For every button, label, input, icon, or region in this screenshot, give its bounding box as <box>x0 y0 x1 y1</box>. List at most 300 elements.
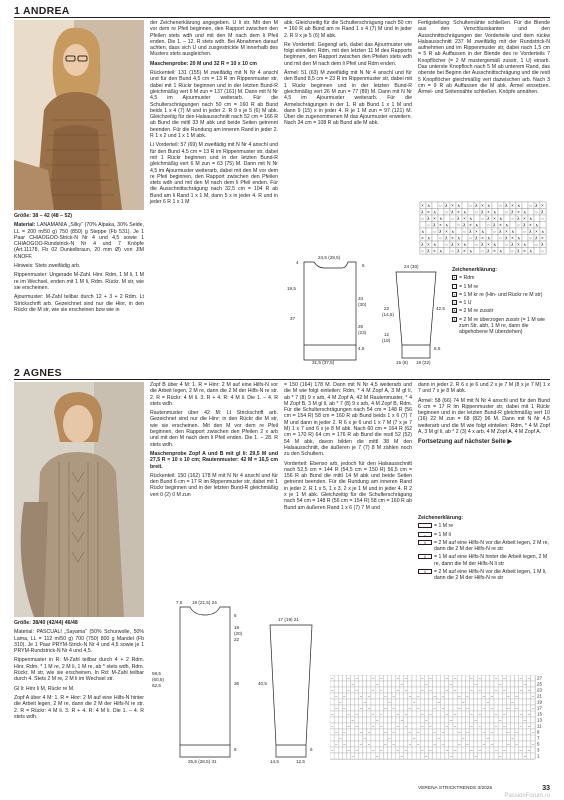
chart-cell <box>396 741 400 747</box>
chart-symbol: – <box>523 753 526 759</box>
chart-symbol: – <box>380 723 383 729</box>
chart-cell <box>504 215 510 222</box>
agnes-legend-item <box>418 523 550 529</box>
chart-cell <box>494 729 498 735</box>
chart-symbol: – <box>413 735 416 741</box>
chart-cell <box>474 735 478 741</box>
chart-symbol: – <box>486 735 490 741</box>
chart-symbol: – <box>367 729 371 735</box>
andrea-legend-item <box>452 275 550 281</box>
chart-cell <box>428 753 432 759</box>
chart-cell <box>486 228 492 235</box>
chart-symbol: × <box>433 216 436 221</box>
chart-symbol: ○ <box>469 203 472 208</box>
chart-cell <box>456 228 462 235</box>
chart-symbol: – <box>331 687 334 693</box>
chart-symbol: × <box>463 216 466 221</box>
svg-text:58,5: 58,5 <box>152 671 161 676</box>
chart-cell <box>424 735 428 741</box>
andrea-legend-symbol: ∧ <box>453 308 456 314</box>
chart-cell <box>416 687 420 693</box>
chart-symbol: ○ <box>541 216 544 221</box>
agnes-continue-note: Fortsetzung auf nächster Seite ▶ <box>418 439 512 446</box>
chart-row-number: 5 <box>537 741 540 747</box>
chart-symbol: – <box>376 681 379 687</box>
chart-row-number: 23 <box>537 687 542 693</box>
chart-cell <box>428 717 432 723</box>
chart-cell <box>346 741 350 747</box>
chart-cell <box>461 717 465 723</box>
agnes-legend-symbol: // <box>418 540 432 545</box>
chart-cell <box>400 699 404 705</box>
chart-cell <box>437 681 441 687</box>
chart-symbol: × <box>475 229 478 234</box>
chart-cell <box>371 717 375 723</box>
chart-cell <box>351 747 355 753</box>
andrea-fertigstellung: Fertigstellung: Schulternähte schließen. Für die Blende aus den Verschlusskanten und den Ausschnittschrägungen der Vorderteile und dem rückw Halsausschnitt 237 M zweifädig mit der Rundstrick-N aufnehmen und im Rippenmuster str, dabei nach 1,5 cm = 5 R ab Auffassen in der Blende des re Vorderteils 7 Knopflöcher (= 2 M mustergemäß zusstr, 1 U) einarb. Das unterste Knopfloch nach 5 M ab unterem Rand, das oberste bei Beginn der Ausschnittschrägung und die restl 5 Knopflöcher gleichmäßig vert dazwischen arb. Nach 3 cm = 9 R ab Auffassen die M abk. Ärmel einsetzen. Ärmel- und Seitennähte schließen. Knöpfe annähen. <box>418 20 550 96</box>
chart-cell <box>441 687 445 693</box>
chart-cell <box>359 717 363 723</box>
svg-text:36: 36 <box>234 681 240 686</box>
chart-cell <box>424 705 428 711</box>
chart-cell <box>396 693 400 699</box>
chart-cell <box>516 228 522 235</box>
chart-cell <box>424 711 428 717</box>
chart-symbol: × <box>541 235 544 241</box>
svg-text:24 (30): 24 (30) <box>404 264 419 269</box>
chart-cell <box>428 729 432 735</box>
chart-cell <box>469 699 473 705</box>
chart-symbol: – <box>503 711 506 717</box>
chart-row-number: 3 <box>537 747 540 753</box>
chart-cell <box>412 681 416 687</box>
chart-cell <box>465 735 469 741</box>
agnes-legend-item <box>418 532 550 538</box>
andrea-legend-text: = 1 M re <box>459 283 479 290</box>
chart-cell <box>432 202 438 209</box>
chart-cell <box>474 248 480 255</box>
svg-text:6: 6 <box>234 747 237 752</box>
chart-cell <box>510 747 514 753</box>
chart-symbol: – <box>429 723 432 729</box>
chart-cell <box>408 699 412 705</box>
chart-symbol: – <box>363 735 367 741</box>
chart-cell <box>492 202 498 209</box>
chart-symbol: – <box>515 705 518 711</box>
chart-symbol: – <box>490 705 494 711</box>
chart-symbol: – <box>437 699 440 705</box>
chart-cell <box>519 753 523 759</box>
chart-symbol: – <box>466 741 469 747</box>
andrea-size: Größe: 38 – 42 (48 – 52) <box>14 213 72 219</box>
chart-cell <box>351 723 355 729</box>
chart-cell <box>449 729 453 735</box>
chart-symbol: – <box>527 723 531 729</box>
chart-symbol: × <box>451 203 454 208</box>
chart-cell <box>453 717 457 723</box>
chart-symbol: – <box>335 729 338 735</box>
agnes-photo <box>14 382 144 617</box>
chart-cell <box>453 753 457 759</box>
svg-text:12: 12 <box>384 332 390 337</box>
chart-cell <box>408 681 412 687</box>
chart-cell <box>342 699 346 705</box>
chart-cell <box>478 741 482 747</box>
chart-symbol: λ <box>505 235 508 241</box>
chart-symbol: × <box>427 242 430 247</box>
chart-symbol: ∧ <box>493 242 497 247</box>
chart-symbol: – <box>449 681 453 687</box>
chart-symbol: λ <box>541 242 544 247</box>
chart-cell <box>465 753 469 759</box>
chart-symbol: – <box>470 723 473 729</box>
chart-cell <box>408 723 412 729</box>
chart-cell <box>363 729 367 735</box>
agnes-size: Größe: 38/40 (42/44) 46/48 <box>14 620 78 626</box>
chart-symbol: ○ <box>535 209 538 215</box>
chart-symbol: – <box>359 741 362 747</box>
chart-cell <box>412 711 416 717</box>
chart-cell <box>523 711 527 717</box>
chart-cell <box>437 693 441 699</box>
chart-cell <box>482 753 486 759</box>
chart-symbol: – <box>343 693 346 699</box>
chart-cell <box>469 753 473 759</box>
chart-symbol: λ <box>421 209 424 215</box>
chart-cell <box>400 687 404 693</box>
chart-cell <box>528 209 534 216</box>
chart-symbol: – <box>388 735 391 741</box>
chart-symbol: – <box>478 711 481 717</box>
chart-cell <box>437 711 441 717</box>
chart-cell <box>449 693 453 699</box>
chart-cell <box>433 687 437 693</box>
chart-symbol: – <box>384 705 387 711</box>
chart-symbol: – <box>404 747 408 753</box>
chart-cell <box>461 693 465 699</box>
chart-cell <box>502 753 506 759</box>
chart-cell <box>531 723 535 729</box>
agnes-legend-symbol <box>418 523 432 528</box>
chart-cell <box>330 717 334 723</box>
chart-symbol: – <box>372 747 375 753</box>
svg-text:22: 22 <box>234 637 240 642</box>
andrea-maschenprobe: Maschenprobe: 20 M und 32 R = 10 x 10 cm <box>150 60 257 67</box>
chart-cell <box>351 735 355 741</box>
chart-cell <box>490 687 494 693</box>
chart-row-number: 17 <box>537 705 542 711</box>
chart-cell <box>498 209 504 216</box>
agnes-zopf-b: Zopf B über 4 M: 1. R = Hinr: 2 M auf eine Hilfs-N vor die Arbeit legen, 2 M re, dann die 2 M der Hilfs-N re str. 2. R = Rückr: 4 M li. 3. R + 4. R: 4 M li. Die 1. – 4. R stets wdh. <box>150 382 278 407</box>
chart-cell <box>531 687 535 693</box>
chart-symbol: × <box>451 235 454 241</box>
chart-cell <box>338 741 342 747</box>
chart-cell <box>392 753 396 759</box>
chart-cell <box>478 705 482 711</box>
chart-symbol: λ <box>517 216 520 221</box>
chart-symbol: – <box>499 681 502 687</box>
chart-cell <box>515 723 519 729</box>
chart-symbol: λ <box>475 203 478 208</box>
chart-symbol: – <box>515 729 518 735</box>
chart-cell <box>461 675 465 681</box>
chart-symbol: – <box>347 723 350 729</box>
andrea-legend-symbol: + <box>453 275 456 281</box>
chart-cell <box>387 687 391 693</box>
chart-cell <box>519 699 523 705</box>
chart-cell <box>379 717 383 723</box>
andrea-legend-text: = 2 M re überzogen zusstr (= 1 M wie zum Str. abh, 1 M re, dann die abgehobene M überziehen) <box>459 316 545 336</box>
chart-row-number: 7 <box>537 735 540 741</box>
chart-symbol: – <box>531 729 535 735</box>
chart-cell <box>457 753 461 759</box>
chart-cell <box>494 699 498 705</box>
chart-cell <box>392 687 396 693</box>
chart-cell <box>379 753 383 759</box>
chart-cell <box>334 747 338 753</box>
agnes-legend-text: = 2 M auf eine Hilfs-N vor die Arbeit legen, 2 M re, dann die 2 M der Hilfs-N re str <box>434 539 549 553</box>
agnes-legend-text: = 1 M re <box>434 523 454 530</box>
chart-cell <box>482 723 486 729</box>
chart-cell <box>486 717 490 723</box>
chart-cell <box>416 717 420 723</box>
chart-cell <box>330 741 334 747</box>
chart-symbol: – <box>478 747 481 753</box>
chart-cell <box>367 687 371 693</box>
chart-symbol: – <box>429 675 432 681</box>
chart-cell <box>468 209 474 216</box>
svg-text:(19): (19) <box>382 338 391 343</box>
chart-cell <box>383 735 387 741</box>
chart-symbol: – <box>339 735 342 741</box>
chart-cell <box>412 747 416 753</box>
chart-cell <box>457 687 461 693</box>
chart-cell <box>506 723 510 729</box>
chart-cell <box>474 699 478 705</box>
chart-cell <box>510 741 514 747</box>
chart-symbol: ∧ <box>541 229 545 234</box>
chart-cell <box>375 693 379 699</box>
chart-symbol: – <box>388 699 391 705</box>
agnes-material: Material: PASCUALI „Sayama“ (50% Schurwolle, 50% Lama, LL = 112 m/50 g) 700 (750) 800 g Mandel (Fb 310). Je 1 Paar PRYM-Strick-N Nr 4 und 4,5 sowie je 1 PRYM-Rundstrick-N Nr 4 und 4,5. <box>14 629 144 655</box>
chart-symbol: – <box>490 693 494 699</box>
chart-cell <box>330 693 334 699</box>
chart-cell <box>342 753 346 759</box>
chart-symbol: λ <box>469 229 472 234</box>
chart-cell <box>396 729 400 735</box>
chart-cell <box>420 705 424 711</box>
agnes-legend-title: Zeichenerklärung: <box>418 515 463 521</box>
chart-cell <box>519 741 523 747</box>
chart-cell <box>400 729 404 735</box>
svg-text:19,5: 19,5 <box>287 286 296 291</box>
chart-cell <box>437 729 441 735</box>
chart-cell <box>523 723 527 729</box>
chart-symbol: – <box>470 675 473 681</box>
chart-symbol: – <box>396 675 399 681</box>
chart-cell <box>387 729 391 735</box>
chart-cell <box>404 753 408 759</box>
chart-cell <box>400 735 404 741</box>
chart-cell <box>392 735 396 741</box>
chart-symbol: – <box>445 687 449 693</box>
chart-cell <box>338 675 342 681</box>
chart-cell <box>457 675 461 681</box>
chart-cell <box>494 717 498 723</box>
chart-cell <box>486 705 490 711</box>
chart-cell <box>420 222 426 229</box>
chart-symbol: – <box>392 693 395 699</box>
chart-symbol: × <box>493 216 496 221</box>
chart-cell <box>424 687 428 693</box>
chart-cell <box>494 741 498 747</box>
chart-symbol: – <box>515 693 518 699</box>
andrea-legend-text: = Rdm <box>459 275 475 282</box>
chart-symbol: ○ <box>511 248 514 254</box>
chart-symbol: ∧ <box>433 209 437 215</box>
chart-cell <box>478 681 482 687</box>
chart-cell <box>498 675 502 681</box>
chart-cell <box>498 705 502 711</box>
chart-cell <box>506 675 510 681</box>
chart-cell <box>437 687 441 693</box>
chart-cell <box>428 693 432 699</box>
svg-text:62,5: 62,5 <box>152 683 161 688</box>
chart-symbol: λ <box>457 248 460 254</box>
chart-cell <box>510 693 514 699</box>
material-label: Material: <box>14 222 36 229</box>
agnes-legend-text: = 1 M li <box>434 531 451 538</box>
chart-cell <box>502 705 506 711</box>
chart-symbol: – <box>408 693 412 699</box>
chart-symbol: – <box>359 729 362 735</box>
chart-symbol: – <box>454 747 457 753</box>
chart-cell <box>486 729 490 735</box>
chart-symbol: × <box>469 222 472 228</box>
chart-cell <box>502 729 506 735</box>
chart-symbol: – <box>376 717 379 723</box>
chart-symbol: – <box>519 747 522 753</box>
agnes-legend-text: = 1 M auf eine Hilfs-N hinter die Arbeit legen, 2 M re, dann die M der Hilfs-N li str <box>434 554 548 567</box>
chart-cell <box>486 693 490 699</box>
chart-symbol: – <box>347 747 350 753</box>
chart-symbol: λ <box>499 229 502 234</box>
chart-cell <box>474 747 478 753</box>
chart-symbol: – <box>470 711 473 717</box>
chart-cell <box>498 241 504 248</box>
chart-cell <box>355 741 359 747</box>
chart-cell <box>330 735 334 741</box>
chart-symbol: ∧ <box>457 235 461 241</box>
agnes-aermel: Ärmel: 58 (66) 74 M mit N Nr 4 anschl und für den Bund 6 cm = 17 R im Rippenmuster str, dabei mit 1 Rückr beginnen und in der letzten Bund-R gleichmäßig vert 10 (16) 22 M zun = 68 (82) 96 M. Dann mit N Nr 4,5 weiterarb und die M wie folgt einteilen: Rdm, * 4 M Zopf A, 3 M gl li, ab * 2 (3) 4 x arb, 4 M Zopf A, 4 M Zopf A. <box>418 397 550 436</box>
chart-cell <box>346 717 350 723</box>
chart-cell <box>486 753 490 759</box>
chart-cell <box>412 693 416 699</box>
chart-cell <box>445 735 449 741</box>
chart-symbol: – <box>421 747 424 753</box>
chart-cell <box>416 747 420 753</box>
chart-cell <box>486 675 490 681</box>
chart-cell <box>527 735 531 741</box>
chart-cell <box>527 705 531 711</box>
chart-symbol: ○ <box>439 235 442 241</box>
chart-cell <box>359 687 363 693</box>
chart-cell <box>351 687 355 693</box>
chart-cell <box>342 675 346 681</box>
chart-symbol: λ <box>517 248 520 254</box>
chart-symbol: ○ <box>493 229 496 234</box>
chart-row-number: 15 <box>537 711 542 717</box>
chart-symbol: – <box>490 741 494 747</box>
chart-cell <box>441 735 445 741</box>
chart-symbol: – <box>404 687 408 693</box>
chart-cell <box>367 675 371 681</box>
chart-cell <box>490 747 494 753</box>
chart-symbol: – <box>372 723 375 729</box>
chart-cell <box>474 705 478 711</box>
chart-cell <box>424 741 428 747</box>
chart-cell <box>531 711 535 717</box>
svg-text:(20): (20) <box>234 631 243 636</box>
chart-cell <box>375 729 379 735</box>
chart-symbol: × <box>439 222 442 228</box>
chart-cell <box>515 717 519 723</box>
chart-cell <box>346 735 350 741</box>
chart-cell <box>404 735 408 741</box>
chart-symbol: – <box>335 705 338 711</box>
chart-cell <box>453 741 457 747</box>
chart-cell <box>383 687 387 693</box>
chart-cell <box>469 681 473 687</box>
chart-symbol: – <box>445 747 449 753</box>
chart-cell <box>416 675 420 681</box>
chart-cell <box>449 723 453 729</box>
chart-cell <box>523 741 527 747</box>
chart-cell <box>387 747 391 753</box>
chart-cell <box>342 747 346 753</box>
chart-cell <box>355 681 359 687</box>
chart-cell <box>338 681 342 687</box>
chart-symbol: ○ <box>421 248 424 254</box>
chart-symbol: ○ <box>433 229 436 234</box>
chart-cell <box>445 717 449 723</box>
svg-text:40,5: 40,5 <box>258 681 267 686</box>
svg-text:8,5: 8,5 <box>434 346 441 351</box>
andrea-aermel: Ärmel: 51 (63) M zweifädig mit N Nr 4 anschl und für den Bund 8,5 cm = 23 R im Rippenmuster str, dabei mit 1 Rückr beginnen und in der letzten Bund-R gleichmäßig vert 26 M zun = 77 (89) M. Dann mit N Nr 4,5 im Ajourmuster weiterarb. Für die Armelschrägungen in der 1. R ab Bund 1 x 1 M und dann 9 (15) x in jeder 4. R je 1 M zun = 97 (121) M. Über die zugenommenen M das Ajourmuster erweitern. Nach 34 cm = 108 R ab Bund alle M abk. <box>284 70 412 127</box>
chart-symbol: ∧ <box>481 229 485 234</box>
chart-symbol: λ <box>511 242 514 247</box>
chart-symbol: – <box>519 711 522 717</box>
chart-symbol: – <box>527 675 531 681</box>
chart-cell <box>379 681 383 687</box>
chart-cell <box>420 693 424 699</box>
chart-cell <box>355 705 359 711</box>
chart-symbol: – <box>355 747 358 753</box>
chart-cell <box>379 741 383 747</box>
chart-cell <box>482 747 486 753</box>
chart-cell <box>433 675 437 681</box>
chart-cell <box>437 723 441 729</box>
chart-cell <box>359 675 363 681</box>
chart-symbol: – <box>367 705 371 711</box>
chart-cell <box>515 675 519 681</box>
chart-cell <box>531 735 535 741</box>
chart-cell <box>465 681 469 687</box>
chart-cell <box>416 711 420 717</box>
chart-cell <box>387 717 391 723</box>
chart-symbol: – <box>470 747 473 753</box>
chart-cell <box>527 753 531 759</box>
